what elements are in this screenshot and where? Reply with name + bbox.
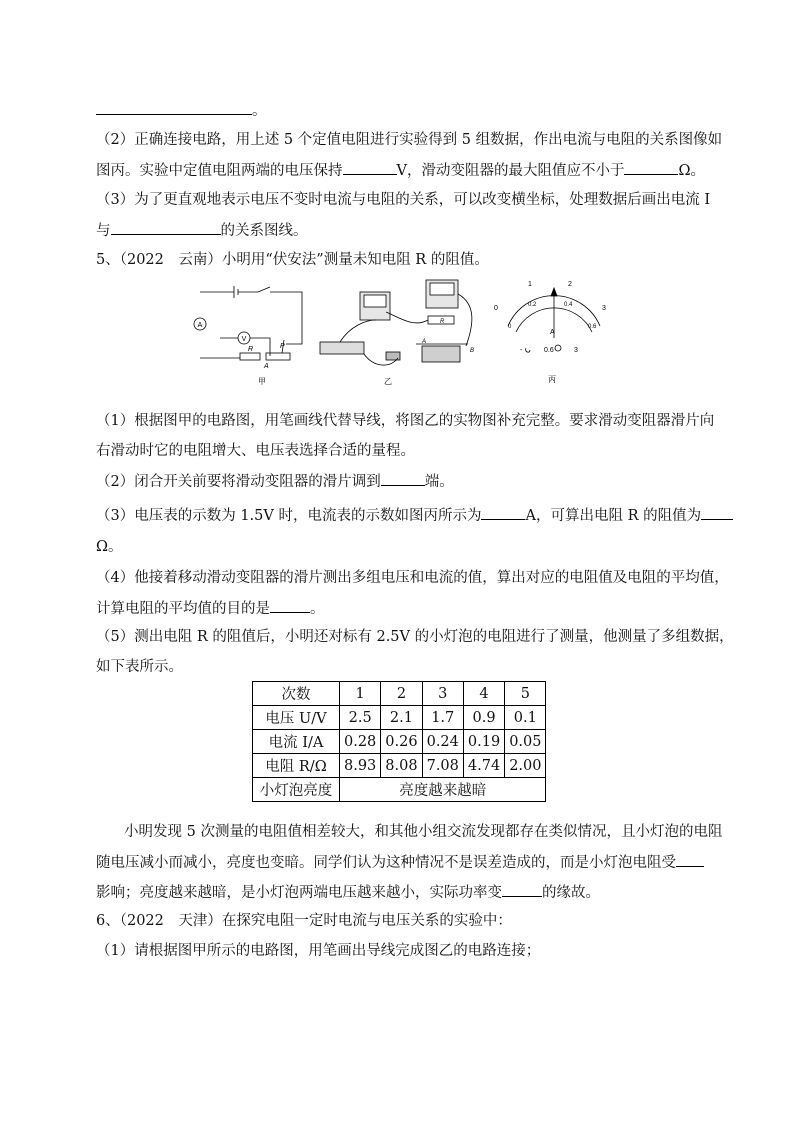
rheostat-a-label: A (264, 363, 269, 370)
circuit-figure (190, 276, 630, 386)
table-cell: 0.19 (463, 730, 504, 754)
blank-resistance (624, 160, 678, 175)
blank-power (502, 882, 542, 897)
ammeter-dial-bing (508, 288, 600, 352)
row-label: 电流 I/A (253, 730, 340, 754)
table-header-cell: 5 (505, 682, 546, 706)
blank-voltage (343, 160, 397, 175)
paragraph-3a: （3）为了更直观地表示电压不变时电流与电阻的关系，可以改变横坐标，处理数据后画出电流 I (96, 192, 711, 208)
voltmeter-label: V (241, 336, 247, 343)
table-row (253, 706, 546, 730)
table-cell: 2.00 (505, 754, 546, 778)
apparatus-b-label: B (470, 348, 475, 354)
q5-part4-b: 计算电阻的平均值的目的是 。 (96, 598, 325, 619)
table-header-cell: 次数 (253, 682, 340, 706)
q5-part6-c: 影响；亮度越来越暗，是小灯泡两端电压越来越小，实际功率变 的缘故。 (96, 882, 600, 903)
q5-part1-b: 右滑动时它的电阻增大、电压表选择合适的量程。 (96, 443, 415, 459)
blank-axis (111, 220, 221, 235)
table-row (253, 730, 546, 754)
table-row (253, 754, 546, 778)
table-cell: 0.24 (422, 730, 463, 754)
table-cell: 0.05 (505, 730, 546, 754)
table-cell: 1.7 (422, 706, 463, 730)
table-row (253, 778, 546, 802)
table-cell: 8.93 (340, 754, 381, 778)
blank-r-value (701, 505, 733, 520)
figure-label-jia: 甲 (258, 377, 266, 386)
apparatus-a-label: A (422, 339, 427, 345)
q6-part1: （1）请根据图甲所示的电路图，用笔画出导线完成图乙的电路连接； (96, 943, 541, 959)
scale-top-3: 3 (602, 305, 606, 312)
paragraph-2b: 图丙。实验中定值电阻两端的电压保持 V，滑动变阻器的最大阻值应不小于 Ω。 (96, 160, 705, 181)
scale-bottom-2: 0.4 (564, 302, 573, 308)
q5-part5-a: （5）测出电阻 R 的阻值后，小明还对标有 2.5V 的小灯泡的电阻进行了测量，他测量了多组数据， (96, 629, 734, 645)
table-cell: 0.26 (381, 730, 422, 754)
rheostat-p-label: P (280, 343, 285, 350)
table-header-row (253, 682, 546, 706)
blank-influence (676, 852, 704, 867)
scale-bottom-1: 0.2 (528, 302, 537, 308)
row-label: 电阻 R/Ω (253, 754, 340, 778)
row-label: 小灯泡亮度 (253, 778, 340, 802)
ammeter-label: A (197, 322, 203, 329)
answer-line-end: 。 (96, 100, 267, 121)
scale-top-1: 1 (528, 281, 532, 288)
blank-end (381, 471, 425, 486)
table-header-cell: 3 (422, 682, 463, 706)
blank-current (481, 505, 525, 520)
table-cell: 7.08 (422, 754, 463, 778)
table-header-cell: 1 (340, 682, 381, 706)
q5-part3-unit: Ω。 (96, 539, 123, 555)
meter-unit: A (550, 329, 555, 336)
scale-top-0: 0 (494, 305, 498, 312)
q5-part4-a: （4）他接着移动滑动变阻器的滑片测出多组电压和电流的值，算出对应的电阻值及电阻的平均值， (96, 570, 729, 586)
figure-label-bing: 丙 (548, 375, 556, 384)
q5-part1-a: （1）根据图甲的电路图，用笔画线代替导线，将图乙的实物图补充完整。要求滑动变阻器滑片向 (96, 413, 715, 429)
blank-purpose (270, 598, 310, 613)
terminal-06: 0.6 (544, 347, 554, 354)
q5-part6-b: 随电压减小而减小，亮度也变暗。同学们认为这种情况不是误差造成的，而是小灯泡电阻受 (96, 852, 704, 873)
q5-part2: （2）闭合开关前要将滑动变阻器的滑片调到 端。 (96, 471, 454, 492)
question-5-title: 5、（2022 云南）小明用“伏安法”测量未知电阻 R 的阻值。 (96, 252, 489, 268)
table-cell: 2.1 (381, 706, 422, 730)
table-cell: 0.1 (505, 706, 546, 730)
q5-part5-b: 如下表所示。 (96, 659, 183, 675)
table-header-cell: 2 (381, 682, 422, 706)
table-cell: 0.28 (340, 730, 381, 754)
resistor-label: R (248, 346, 254, 353)
question-6-title: 6、（2022 天津）在探究电阻一定时电流与电压关系的实验中： (96, 913, 512, 929)
table-cell-merged: 亮度越来越暗 (340, 778, 546, 802)
table-cell: 4.74 (463, 754, 504, 778)
paragraph-3b: 与 的关系图线。 (96, 220, 308, 241)
scale-top-2: 2 (568, 281, 572, 288)
apparatus-resistor-label: R (440, 319, 445, 325)
row-label: 电压 U/V (253, 706, 340, 730)
q5-part6-a: 小明发现 5 次测量的电阻值相差较大，和其他小组交流发现都存在类似情况，且小灯泡的电阻 (124, 824, 723, 840)
table-cell: 8.08 (381, 754, 422, 778)
table-header-cell: 4 (463, 682, 504, 706)
scale-bottom-3: 0.6 (588, 324, 597, 330)
table-cell: 2.5 (340, 706, 381, 730)
blank (96, 100, 252, 115)
paragraph-2a: （2）正确连接电路，用上述 5 个定值电阻进行实验得到 5 组数据，作出电流与电阻的关系图像如 (96, 132, 723, 148)
q5-part3: （3）电压表的示数为 1.5V 时，电流表的示数如图丙所示为 A，可算出电阻 R 的阻值为 (96, 505, 733, 526)
terminal-minus: - (520, 347, 523, 354)
table-cell: 0.9 (463, 706, 504, 730)
measurement-table (252, 681, 546, 802)
apparatus-yi (320, 280, 475, 365)
scale-bottom-0: 0 (508, 324, 512, 330)
terminal-3: 3 (574, 347, 578, 354)
figure-label-yi: 乙 (384, 377, 392, 386)
